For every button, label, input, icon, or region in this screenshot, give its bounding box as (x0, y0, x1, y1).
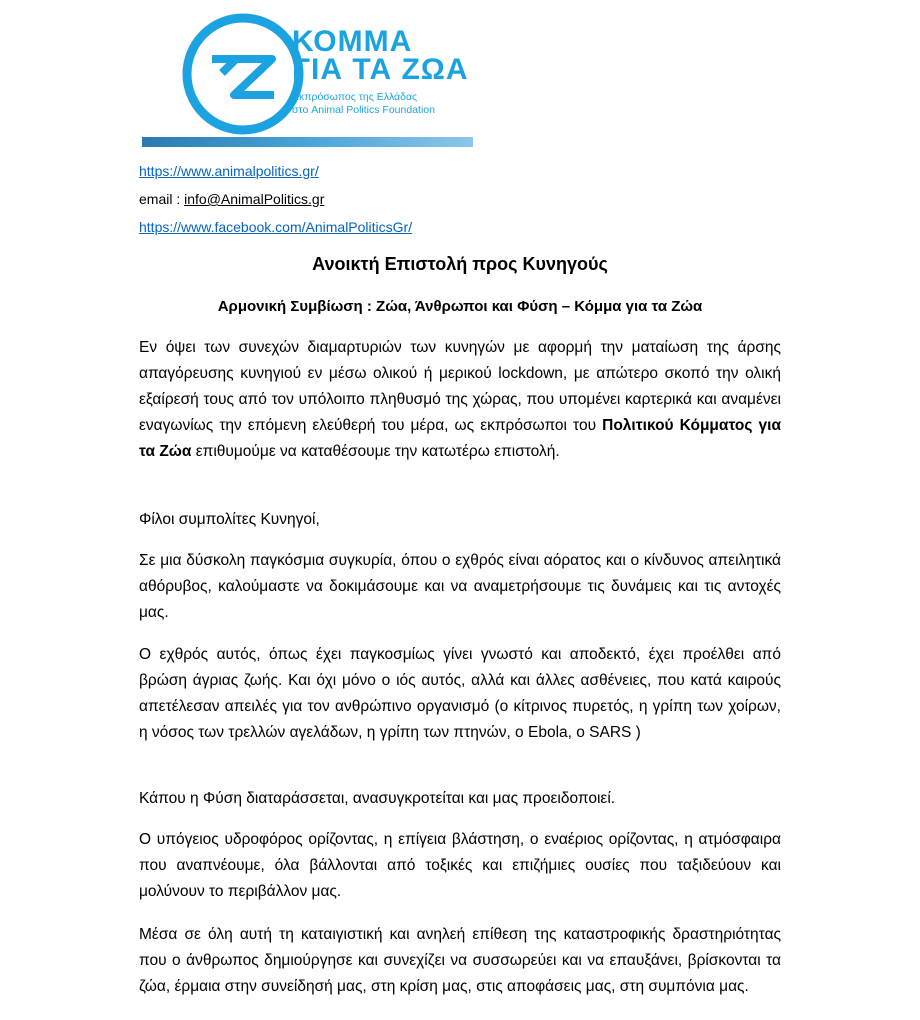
paragraph-5: Ο υπόγειος υδροφόρος ορίζοντας, η επίγεια βλάστηση, ο εναέριος ορίζοντας, η ατμόσφαιρα που αναπνέουμε, όλα βάλλονται από τοξικές και επιζήμιες ουσίες που ταξιδεύουν και μολύνουν το περιβάλλον μας. (139, 831, 781, 900)
letter-subtitle: Αρμονική Συμβίωση : Ζώα, Άνθρωποι και Φύση – Κόμμα για τα Ζώα (217, 298, 703, 315)
email-link[interactable]: info@AnimalPolitics.gr (184, 191, 325, 207)
paragraph-4: Κάπου η Φύση διαταράσσεται, ανασυγκροτείται και μας προειδοποιεί. (139, 790, 616, 807)
logo-circle-icon (178, 9, 308, 139)
logo-name-line2: ΓΙΑ ΤΑ ΖΩΑ (292, 53, 469, 86)
paragraph-intro-text-2: επιθυμούμε να καταθέσουμε την κατωτέρω επιστολή. (191, 443, 560, 460)
website-link[interactable]: https://www.animalpolitics.gr/ (139, 163, 319, 179)
paragraph-6: Μέσα σε όλη αυτή τη καταιγιστική και ανηλεή επίθεση της καταστροφικής δραστηριότητας που ο άνθρωπος δημιούργησε και συνεχίζει να συσσωρεύει και να επαυξάνει, βρίσκονται τα ζώα, έρμαια στην συνείδησή μας, στη κρίση μας, στις αποφάσεις μας, στη συμπόνια μας. (139, 926, 781, 995)
paragraph-intro-text-1: Εν όψει των συνεχών διαμαρτυριών των κυνηγών με αφορμή την ματαίωση της άρσης απαγόρευσης κυνηγιού εν μέσω ολικού ή μερικού lockdown, με απώτερο σκοπό την ολική εξαίρεσή τους από τον υπόλοιπο πληθυσμό της χώρας, που υπομένει καρτερικά και αναμένει εναγωνίως την επόμενη ελεύθερή του μέρα, ως εκπρόσωποι του (139, 339, 781, 434)
logo-tagline-line2: στο Animal Politics Foundation (292, 104, 435, 116)
logo-name-line1: ΚΟΜΜΑ (292, 25, 413, 58)
salutation: Φίλοι συμπολίτες Κυνηγοί, (139, 511, 320, 528)
letter-title: Ανοικτή Επιστολή προς Κυνηγούς (312, 254, 608, 274)
email-line (139, 190, 324, 208)
facebook-link[interactable]: https://www.facebook.com/AnimalPoliticsGr/ (139, 219, 413, 235)
email-label: email : (139, 191, 185, 207)
logo-bar (142, 137, 473, 147)
logo-tagline-line1: Εκπρόσωπος της Ελλάδας (292, 91, 418, 103)
party-name-bold: Πολιτικού Κόμματος για τα Ζώα (139, 417, 781, 460)
paragraph-intro (139, 335, 781, 465)
paragraph-3: Ο εχθρός αυτός, όπως έχει παγκοσμίως γίνει γνωστό και αποδεκτό, έχει προέλθει από βρώση άγριας ζωής. Και όχι μόνο ο ιός αυτός, αλλά και άλλες ασθένειες, που κατά καιρούς απετέλεσαν απειλές για τον ανθρώπινο οργανισμό (ο κίτρινος πυρετός, η γρίπη των χοίρων, η νόσος των τρελλών αγελάδων, η γρίπη των πτηνών, ο Ebola, ο SARS ) (139, 646, 781, 741)
paragraph-2: Σε μια δύσκολη παγκόσμια συγκυρία, όπου ο εχθρός είναι αόρατος και ο κίνδυνος απειλητικά αθόρυβος, καλούμαστε να δοκιμάσουμε και να αναμετρήσουμε τις δυνάμεις και τις αντοχές μας. (139, 552, 781, 621)
party-logo (142, 7, 473, 147)
